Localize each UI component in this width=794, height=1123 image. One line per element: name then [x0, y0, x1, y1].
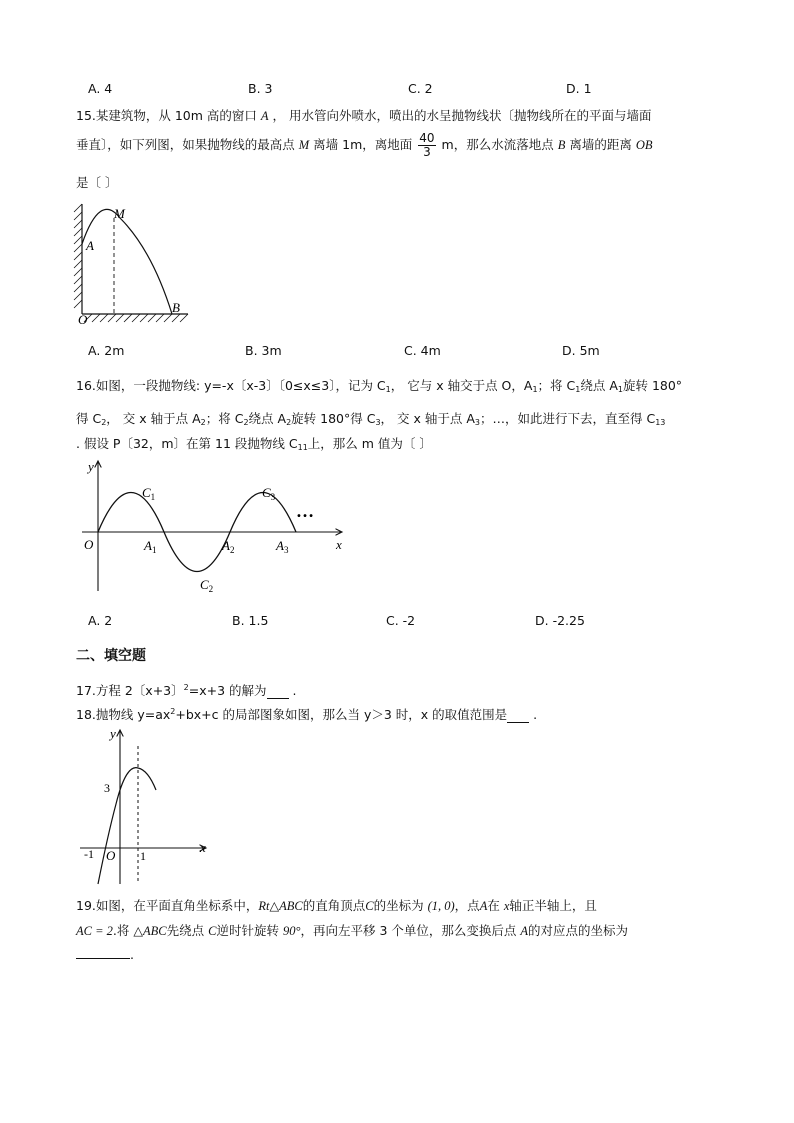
q16-text: ， 交 x 轴于点 A — [106, 411, 201, 426]
q19-text: 在 — [487, 898, 500, 913]
label-y: y — [110, 726, 116, 741]
label-a2-text: A — [222, 538, 230, 553]
q16-sub: 2 — [200, 418, 206, 427]
q19-ac: AC = 2 — [76, 924, 113, 938]
q15-option-c: C. 4m — [404, 343, 441, 358]
label-c3 — [262, 485, 276, 502]
q16-sub: 2 — [286, 418, 292, 427]
label-a2-sub: 2 — [229, 545, 235, 555]
label-a1 — [143, 538, 156, 555]
q16-text: 上，那么 m 值为〔 〕 — [307, 436, 432, 451]
q19-rt-abc: Rt△ABC — [258, 899, 303, 913]
q15-text: 离墙 1m，离地面 — [313, 137, 413, 152]
q18 — [76, 705, 537, 723]
q16-figure — [76, 455, 356, 597]
label-x: x — [200, 840, 206, 855]
q15-option-a: A. 2m — [88, 343, 125, 358]
frac-denominator: 3 — [423, 145, 431, 159]
q15-figure — [70, 198, 200, 328]
q18-text: 18.抛物线 y=ax — [76, 707, 171, 722]
q19-text: .将 — [112, 923, 130, 938]
q16-text: 16.如图，一段抛物线: y=-x〔x-3〕〔0≤x≤3〕，记为 C — [76, 378, 386, 393]
q16-option-b: B. 1.5 — [232, 613, 269, 628]
q16-sub: 1 — [617, 385, 623, 394]
label-o: O — [84, 537, 94, 552]
q19-var-x: x — [503, 899, 510, 913]
label-a2 — [221, 538, 234, 555]
q19-text: 的坐标为 — [373, 898, 424, 913]
q19-degree: 90° — [282, 924, 301, 938]
label-y: y — [88, 459, 94, 474]
q19-var-a: A — [520, 924, 528, 938]
label-c2 — [200, 577, 213, 594]
label-a1-sub: 1 — [151, 545, 157, 555]
q16-option-a: A. 2 — [88, 613, 113, 628]
q18-answer-blank — [507, 710, 529, 723]
q16-text: . 假设 P〔32，m〕在第 11 段抛物线 C — [76, 436, 298, 451]
q15-fraction — [418, 132, 435, 159]
q16-option-d: D. -2.25 — [535, 613, 585, 628]
q15-text: 垂直〕，如下列图，如果抛物线的最高点 — [76, 137, 295, 152]
q17-text: =x+3 的解为 — [188, 683, 267, 698]
frac-numerator: 40 — [419, 131, 435, 145]
q18-text: +bx+c 的局部图象如图，那么当 y＞3 时，x 的取值范围是 — [175, 707, 508, 722]
q17-end: . — [292, 683, 297, 698]
q16-text: 旋转 180° — [622, 378, 683, 393]
label-a3-text: A — [276, 538, 284, 553]
q15-line2 — [76, 132, 652, 159]
q15-line3: 是〔 〕 — [76, 175, 118, 190]
q16-text: 绕点 A — [580, 378, 618, 393]
q16-sub: 1 — [532, 385, 538, 394]
q16-sub: 1 — [575, 385, 581, 394]
label-a3-sub: 3 — [283, 545, 289, 555]
q17-sup: 2 — [183, 683, 189, 692]
q17-text: 17.方程 2〔x+3〕 — [76, 683, 184, 698]
q16-text: 得 C — [76, 411, 102, 426]
q19-var-c: C — [365, 899, 374, 913]
q15-var-a: A — [260, 109, 269, 123]
curve-c2 — [164, 532, 230, 572]
q15-text: 离墙的距离 — [569, 137, 632, 152]
label-c1-sub: 1 — [150, 492, 156, 502]
q17 — [76, 681, 296, 699]
q14-option-d: D. 1 — [566, 81, 592, 96]
q19-end: . — [130, 947, 134, 962]
q16-text: ；…，如此进行下去，直至得 C — [479, 411, 656, 426]
q19-line3 — [76, 946, 134, 962]
water-parabola — [82, 209, 172, 314]
ground-hatch — [84, 314, 188, 322]
label-a: A — [86, 238, 94, 253]
q16-sub: 2 — [101, 418, 107, 427]
q14-option-b: B. 3 — [248, 81, 273, 96]
q15-option-b: B. 3m — [245, 343, 282, 358]
q15-var-m: M — [298, 138, 310, 152]
q19-abc: △ABC — [133, 924, 167, 938]
q17-answer-blank — [267, 686, 289, 699]
label-b: B — [172, 300, 180, 315]
q19-var-c: C — [208, 924, 217, 938]
label-o: O — [106, 848, 116, 863]
q16-sub: 3 — [474, 418, 480, 427]
q16-sub: 2 — [243, 418, 249, 427]
q16-option-c: C. -2 — [386, 613, 416, 628]
q19-coord: (1, 0) — [427, 899, 455, 913]
q16-line3 — [76, 434, 432, 452]
q19-text: 的直角顶点 — [302, 898, 366, 913]
q16-sub: 3 — [375, 418, 381, 427]
q16-line1 — [76, 376, 682, 394]
q15-var-ob: OB — [635, 138, 653, 152]
q19-text: 的对应点的坐标为 — [528, 923, 629, 938]
q15-option-d: D. 5m — [562, 343, 600, 358]
q15-line1 — [76, 106, 652, 124]
q16-text: 绕点 A — [248, 411, 287, 426]
q19-text: ，再向左平移 3 个单位，那么变换后点 — [300, 923, 517, 938]
q16-sub: 11 — [297, 443, 308, 452]
label-m: M — [114, 206, 125, 221]
q16-text: ；将 C — [205, 411, 244, 426]
q18-figure — [78, 724, 218, 888]
q19-line2 — [76, 921, 628, 939]
label-3: 3 — [104, 781, 110, 795]
q16-text: ， 交 x 轴于点 A — [380, 411, 475, 426]
wall-hatch — [74, 204, 82, 308]
q18-sup: 2 — [170, 707, 176, 716]
q19-text: 逆时针旋转 — [216, 923, 279, 938]
q16-sub: 13 — [655, 418, 666, 427]
q16-text: ， 它与 x 轴交于点 O，A — [390, 378, 533, 393]
q19-text: 19.如图，在平面直角坐标系中， — [76, 898, 259, 913]
label-o: O — [78, 312, 88, 327]
label-c3-sub: 3 — [270, 492, 276, 502]
label-c2-text: C — [200, 577, 209, 592]
q19-text: ，点 — [454, 898, 480, 913]
q19-text: 轴正半轴上，且 — [509, 898, 597, 913]
label-a1-text: A — [144, 538, 152, 553]
q19-text: 先绕点 — [166, 923, 205, 938]
q16-text: ；将 C — [537, 378, 576, 393]
label-c1-text: C — [142, 485, 151, 500]
q19-var-a: A — [479, 899, 488, 913]
q14-option-a: A. 4 — [88, 81, 113, 96]
label-c3-text: C — [262, 485, 271, 500]
q16-text: 旋转 180°得 C — [291, 411, 376, 426]
q19-answer-blank — [76, 946, 130, 959]
q16-sub: 1 — [385, 385, 391, 394]
q15-text: ， 用水管向外喷水，喷出的水呈抛物线状〔抛物线所在的平面与墙面 — [272, 108, 652, 123]
q16-line2 — [76, 409, 665, 427]
label-ellipsis: … — [296, 501, 314, 521]
q14-option-c: C. 2 — [408, 81, 433, 96]
label-a3 — [275, 538, 289, 555]
q15-text: 15.某建筑物，从 10m 高的窗口 — [76, 108, 257, 123]
q18-end: . — [533, 707, 538, 722]
label-c2-sub: 2 — [208, 584, 214, 594]
label-c1 — [142, 485, 155, 502]
label-1: 1 — [140, 849, 146, 863]
q15-text: m，那么水流落地点 — [441, 137, 554, 152]
label-x: x — [336, 537, 342, 552]
label-neg1: -1 — [84, 847, 94, 861]
q19-line1 — [76, 896, 597, 914]
q15-var-b: B — [557, 138, 566, 152]
section-fill-in-heading: 二、填空题 — [76, 648, 146, 664]
